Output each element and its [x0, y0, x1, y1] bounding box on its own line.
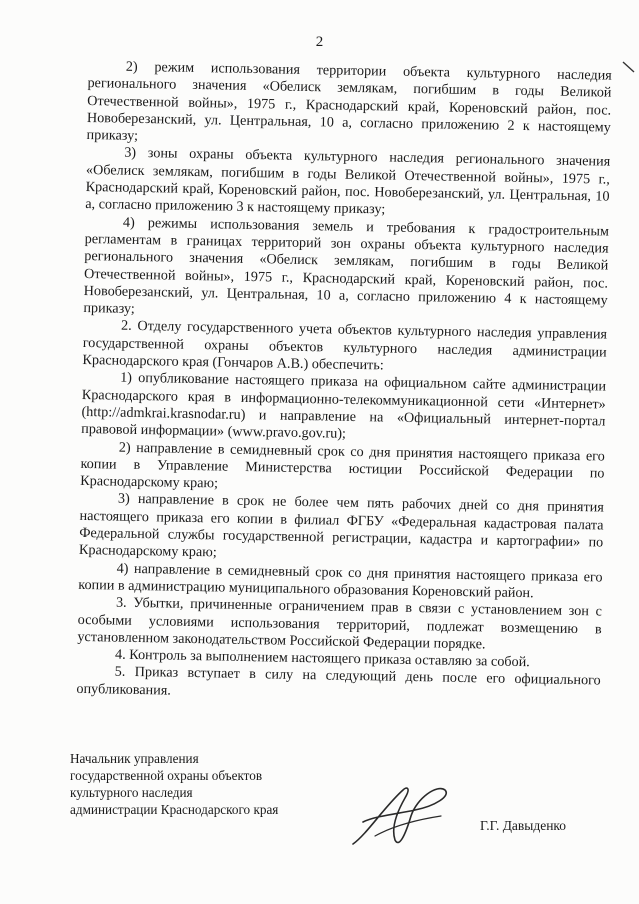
signatory-title-line: администрации Краснодарского края	[70, 802, 279, 817]
paragraph-ministry-justice: 2) направление в семидневный срок со дня принятия настоящего приказа его копии в Управление Министерства юстиции Российской Федерации по Краснодарскому краю;	[80, 439, 605, 492]
paragraph-protection-zones: 3) зоны охраны объекта культурного наследия регионального значения «Обелиск землякам, погибшим в годы Великой Отечественной войны», 1975 г., Краснодарский край, Кореновский район, пос. Новоберезанский, ул. Центральная, 10 а, согласно приложению 3 к настоящему приказу;	[85, 145, 611, 218]
paragraph-cadastral-chamber: 3) направление в срок не более чем пять рабочих дней со дня принятия настоящего приказа его копии в филиал ФГБУ «Федеральная кадастровая палата Федеральной службы государственной регистрации, кадастра и картографии» по Краснодарскому краю;	[78, 491, 604, 561]
paragraph-losses: 3. Убытки, причиненные ограничением прав в связи с установлением зон с особыми условиями использования территорий, подлежат возмещению в установленном законодательством Российской Федерации порядке.	[77, 594, 603, 653]
paragraph-land-use-regimes: 4) режимы использования земель и требования к градостроительным регламентам в границах территорий зон охраны объекта культурного наследия регионального значения «Обелиск землякам, погибшим в годы Великой Отечественной войны», 1975 г., Краснодарский край, Кореновский район, пос. Новоберезанский, ул. Центральная, 10 а, согласно приложению 4 к настоящему приказу;	[83, 214, 610, 318]
paragraph-department-order: 2. Отделу государственного учета объектов культурного наследия управления государственной охраны объектов культурного наследия администрации Краснодарского края (Гончаров А.В.) обеспечить:	[82, 318, 608, 374]
signatory-title-line: Начальник управления	[70, 751, 199, 766]
scan-edge-mark	[622, 60, 636, 74]
document-body	[76, 58, 612, 707]
paragraph-control: 4. Контроль за выполнением настоящего приказа оставляю за собой.	[114, 646, 530, 671]
signatory-name: Г.Г. Давыденко	[480, 818, 567, 833]
paragraph-publication: 1) опубликование настоящего приказа на официальном сайте администрации Краснодарского края в информационно-телекоммуникационной сети «Интернет» (http://admkrai.krasnodar.ru) и направление на «Официальный интернет-портал правовой информации» (www.pravo.gov.ru);	[81, 369, 607, 443]
paragraph-zone-regime: 2) режим использования территории объекта культурного наследия регионального значения «Обелиск землякам, погибшим в годы Великой Отечественной войны», 1975 г., Краснодарский край, Кореновский район, пос. Новоберезанский, ул. Центральная, 10 а, согласно приложению 2 к настоящему приказу;	[86, 58, 612, 145]
signatory-title-line: государственной охраны объектов	[70, 768, 263, 783]
page-number: 2	[315, 34, 324, 50]
handwritten-signature	[345, 776, 455, 856]
signatory-title-line: культурного наследия	[70, 785, 193, 800]
paragraph-effective-date: 5. Приказ вступает в силу на следующий день после его официального опубликования.	[76, 663, 601, 699]
signatory-title	[70, 750, 278, 818]
paragraph-municipal-copy: 4) направление в семидневный срок со дня принятия настоящего приказа его копии в администрацию муниципального образования Кореновский район.	[78, 560, 603, 602]
